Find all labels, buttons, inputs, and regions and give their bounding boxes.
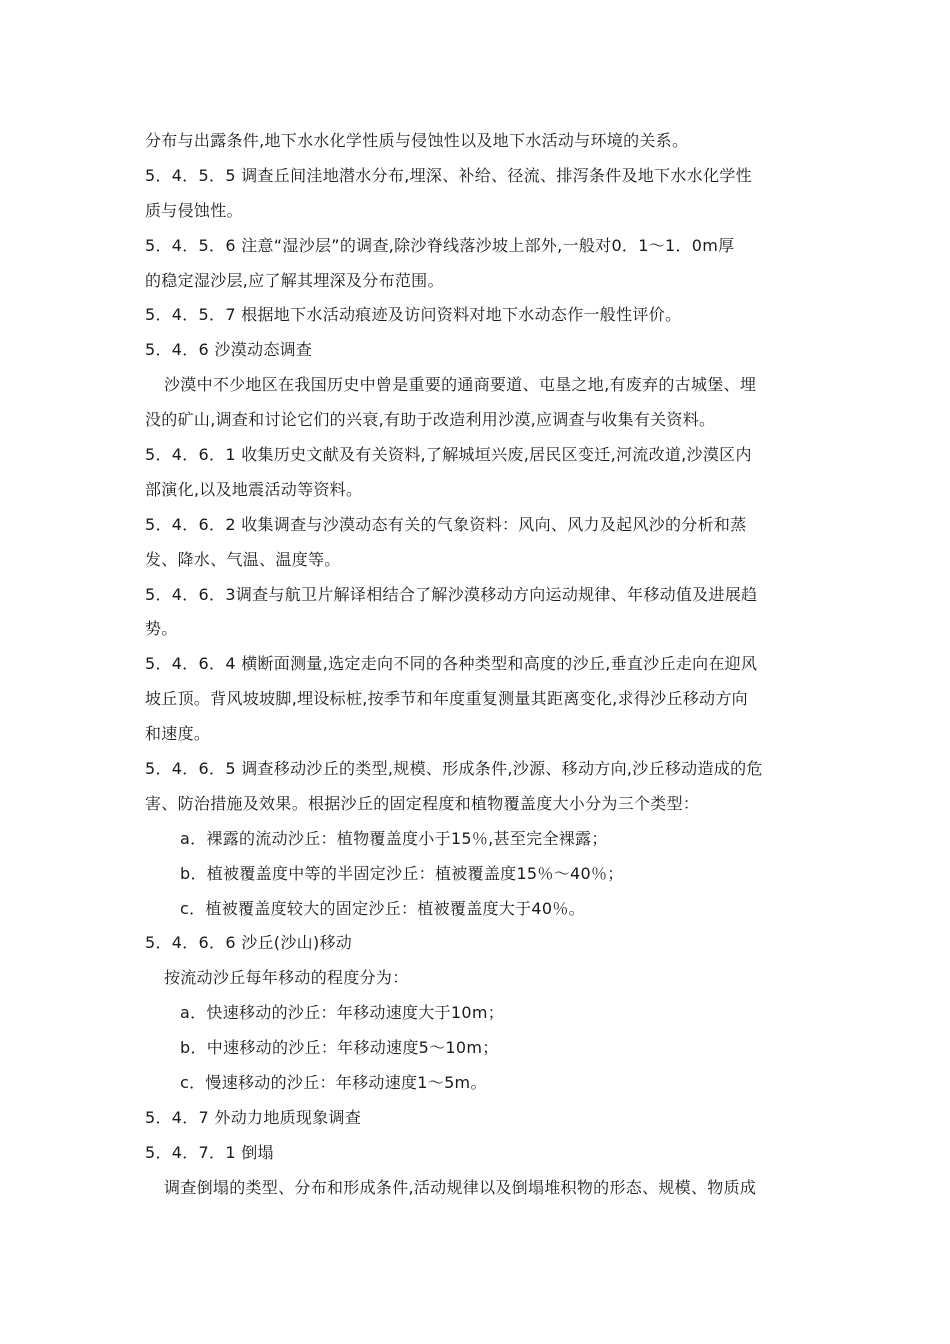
list-item: b．中速移动的沙丘：年移动速度5～10m； xyxy=(180,1038,499,1058)
text-line: 势。 xyxy=(145,619,178,639)
section-heading: 5．4．7 外动力地质现象调查 xyxy=(145,1107,362,1127)
list-item: c．植被覆盖度较大的固定沙丘：植被覆盖度大于40％。 xyxy=(180,898,585,918)
text-line: 坡丘顶。背风坡坡脚,埋设标桩,按季节和年度重复测量其距离变化,求得沙丘移动方向 xyxy=(145,689,748,709)
text-line: 5．4．6．4 横断面测量,选定走向不同的各种类型和高度的沙丘,垂直沙丘走向在迎风 xyxy=(145,654,758,674)
text-line: 5．4．6．1 收集历史文献及有关资料,了解城垣兴废,居民区变迁,河流改道,沙漠区内 xyxy=(145,445,752,465)
list-item: a．裸露的流动沙丘：植物覆盖度小于15％,甚至完全裸露； xyxy=(180,828,608,848)
text-line: 5．4．5．5 调查丘间洼地潜水分布,埋深、补给、径流、排泻条件及地下水水化学性 xyxy=(145,165,752,185)
section-heading: 5．4．7．1 倒塌 xyxy=(145,1142,274,1162)
text-line: 害、防治措施及效果。根据沙丘的固定程度和植物覆盖度大小分为三个类型： xyxy=(145,793,700,813)
section-heading: 5．4．6．6 沙丘(沙山)移动 xyxy=(145,933,353,953)
list-item: a．快速移动的沙丘：年移动速度大于10m； xyxy=(180,1003,505,1023)
paragraph-line: 按流动沙丘每年移动的程度分为： xyxy=(164,968,409,988)
text-line: 的稳定湿沙层,应了解其埋深及分布范围。 xyxy=(145,270,444,290)
text-line: 发、降水、气温、温度等。 xyxy=(145,549,341,569)
text-line: 5．4．5．6 注意“湿沙层”的调查,除沙脊线落沙坡上部外,一般对0．1～1．0m厚 xyxy=(145,235,735,255)
text-line: 5．4．6．2 收集调查与沙漠动态有关的气象资料：风向、风力及起风沙的分析和蒸 xyxy=(145,514,747,534)
text-line: 分布与出露条件,地下水水化学性质与侵蚀性以及地下水活动与环境的关系。 xyxy=(145,131,689,150)
list-item: b．植被覆盖度中等的半固定沙丘：植被覆盖度15％～40％； xyxy=(180,863,624,883)
document-page xyxy=(145,124,810,1206)
list-item: c．慢速移动的沙丘：年移动速度1～5m。 xyxy=(180,1073,487,1093)
paragraph-line: 调查倒塌的类型、分布和形成条件,活动规律以及倒塌堆积物的形态、规模、物质成 xyxy=(164,1177,757,1197)
text-line: 5．4．6．5 调查移动沙丘的类型,规模、形成条件,沙源、移动方向,沙丘移动造成的危 xyxy=(145,759,763,779)
text-line: 质与侵蚀性。 xyxy=(145,200,243,220)
text-line: 5．4．6．3调查与航卫片解译相结合了解沙漠移动方向运动规律、年移动值及进展趋 xyxy=(145,584,758,604)
text-line: 没的矿山,调查和讨论它们的兴衰,有助于改造利用沙漠,应调查与收集有关资料。 xyxy=(145,410,716,430)
text-line: 部演化,以及地震活动等资料。 xyxy=(145,479,363,499)
paragraph-line: 沙漠中不少地区在我国历史中曾是重要的通商要道、屯垦之地,有废弃的古城堡、埋 xyxy=(164,375,757,395)
text-line: 和速度。 xyxy=(145,724,211,744)
text-line: 5．4．5．7 根据地下水活动痕迹及访问资料对地下水动态作一般性评价。 xyxy=(145,305,682,325)
section-heading: 5．4．6 沙漠动态调查 xyxy=(145,340,313,360)
